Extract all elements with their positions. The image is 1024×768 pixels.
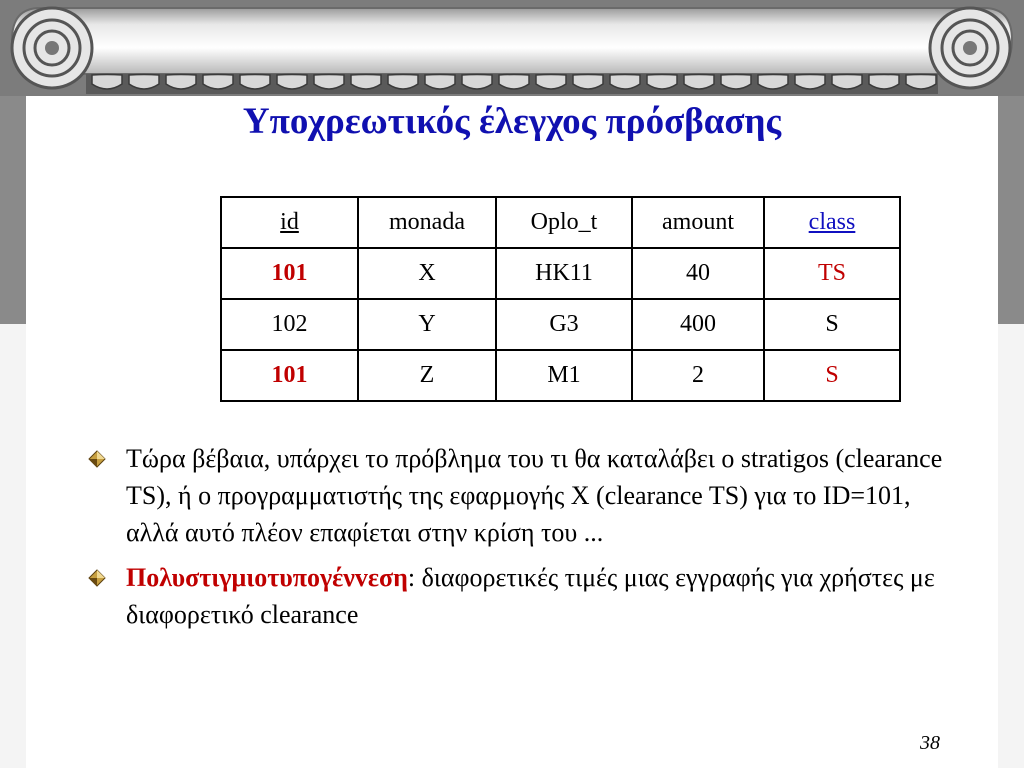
table-cell: X — [358, 248, 496, 299]
bullet-text: : διαφορετικές τιμές μιας εγγραφής για χρήστες με διαφορετικό clearance — [126, 563, 935, 629]
slide-title: Υποχρεωτικός έλεγχος πρόσβασης — [242, 101, 782, 142]
egg-ornament — [92, 75, 122, 90]
egg-ornament — [610, 75, 640, 90]
egg-ornament — [314, 75, 344, 90]
table-cell: HK11 — [496, 248, 632, 299]
egg-ornament — [499, 75, 529, 90]
table-cell: Z — [358, 350, 496, 401]
egg-ornament — [166, 75, 196, 90]
page-number: 38 — [920, 732, 940, 754]
bullet-text: Τώρα βέβαια, υπάρχει το πρόβλημα του τι θα καταλάβει ο stratigos (clearance TS), ή ο προγραμματιστής της εφαρμογής X (clearance TS) για το ID=101, αλλά αυτό πλέον επαφίεται στην κρίση του ... — [126, 444, 943, 547]
table-row — [221, 350, 900, 401]
table-cell: 40 — [632, 248, 764, 299]
table-cell: S — [764, 299, 900, 350]
diamond-bullet-icon — [88, 450, 106, 468]
table-header-row — [221, 197, 900, 248]
table-row — [221, 248, 900, 299]
bullet-item — [84, 440, 944, 551]
data-table — [220, 196, 901, 402]
frame-left-shade — [0, 324, 26, 768]
bullet-term: Πολυστιγμιοτυπογένvεση — [126, 563, 408, 592]
table-cell: 102 — [221, 299, 358, 350]
right-volute-icon — [930, 8, 1010, 88]
table-cell: S — [764, 350, 900, 401]
diamond-bullet-icon — [88, 569, 106, 587]
egg-ornament — [869, 75, 899, 90]
bullet-list — [84, 440, 944, 641]
table-cell: G3 — [496, 299, 632, 350]
header-class: class — [764, 197, 900, 248]
egg-ornament — [795, 75, 825, 90]
table-cell: 400 — [632, 299, 764, 350]
table-cell: M1 — [496, 350, 632, 401]
table-cell: 101 — [221, 248, 358, 299]
egg-ornament — [906, 75, 936, 90]
egg-ornament — [758, 75, 788, 90]
egg-ornament — [832, 75, 862, 90]
header-monada: monada — [358, 197, 496, 248]
ionic-capital-ornament — [0, 0, 1024, 96]
egg-ornament — [536, 75, 566, 90]
egg-ornament — [721, 75, 751, 90]
egg-ornament — [684, 75, 714, 90]
egg-ornament — [388, 75, 418, 90]
table-row — [221, 299, 900, 350]
egg-ornament — [277, 75, 307, 90]
egg-ornament — [462, 75, 492, 90]
egg-ornament — [647, 75, 677, 90]
egg-ornament — [573, 75, 603, 90]
table-cell: 2 — [632, 350, 764, 401]
header-amount: amount — [632, 197, 764, 248]
egg-ornament — [425, 75, 455, 90]
egg-ornament — [351, 75, 381, 90]
left-volute-icon — [12, 8, 92, 88]
egg-ornament — [129, 75, 159, 90]
egg-ornament — [203, 75, 233, 90]
header-id: id — [221, 197, 358, 248]
table-cell: Y — [358, 299, 496, 350]
header-oplo-t: Oplo_t — [496, 197, 632, 248]
table-cell: 101 — [221, 350, 358, 401]
table-cell: TS — [764, 248, 900, 299]
egg-ornament — [240, 75, 270, 90]
frame-right-shade — [998, 324, 1024, 768]
bullet-item — [84, 559, 944, 633]
